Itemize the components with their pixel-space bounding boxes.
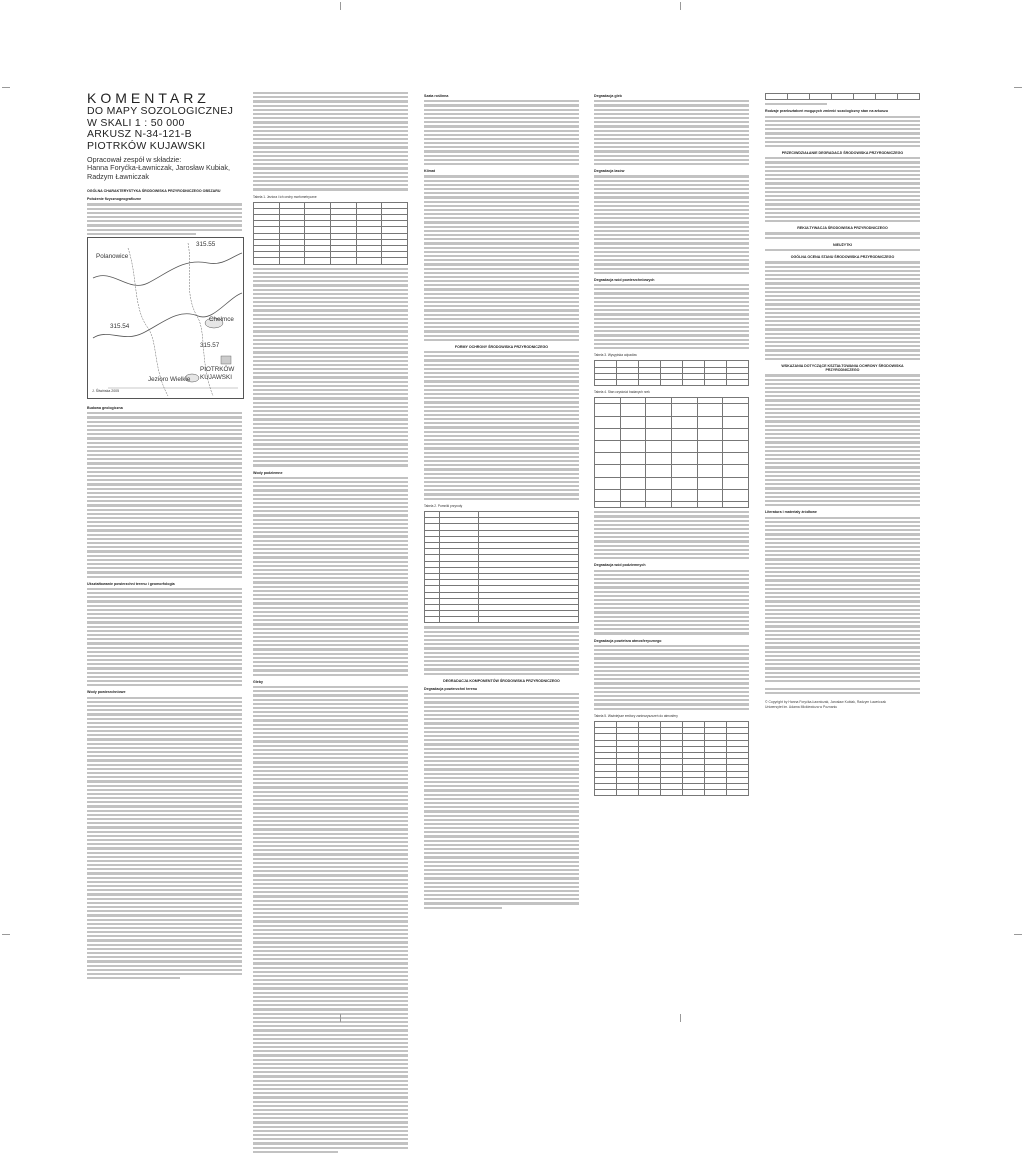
table-caption: Tabela 1. Jeziora i ich cechy morfometryczne (253, 194, 317, 199)
column-2 (253, 90, 408, 1155)
crop-mark (340, 2, 341, 10)
section-heading: Degradacja wód powierzchniowych (594, 277, 655, 282)
authors-names-2: Radzym Ławniczak (87, 171, 149, 181)
authors-names: Hanna Foryćka-Ławniczak, Jarosław Kubiak, (87, 163, 231, 173)
section-heading: Degradacja wód podziemnych (594, 563, 646, 568)
section-heading: Wody powierzchniowe (87, 690, 126, 695)
section-heading: FORMY OCHRONY ŚRODOWISKA PRZYRODNICZEGO (454, 344, 549, 349)
table-caption: Tabela 2. Pomniki przyrody (424, 503, 463, 508)
sheet-number: ARKUSZ N-34-121-B (87, 128, 192, 140)
section-heading: WSKAZANIA DOTYCZĄCE KSZTAŁTOWANIA OCHRONY ŚRODOWISKA PRZYRODNICZEGO (781, 363, 904, 373)
monuments-table (424, 511, 579, 623)
crop-mark (680, 1014, 681, 1022)
authors-intro: Opracował zespół w składzie: (87, 155, 182, 164)
sheet-name: PIOTRKÓW KUJAWSKI (87, 139, 206, 152)
rivers-table (594, 397, 749, 508)
section-heading: Rodzaje przekształceń mogących zmienić sozologiczny stan na arkuszu (765, 109, 889, 114)
location-map (87, 237, 244, 399)
section-heading: REKULTYWACJA ŚRODOWISKA PRZYRODNICZEGO (797, 226, 888, 231)
column-1 (87, 185, 242, 237)
map-label: 315.55 (196, 241, 216, 248)
crop-mark (680, 2, 681, 10)
crop-mark (2, 934, 10, 935)
map-label: KUJAWSKI (200, 374, 232, 381)
section-heading: Degradacja lasów (594, 169, 625, 174)
copyright-2: Uniwersytet im. Adama Mickiewicza w Poznaniu (765, 704, 838, 709)
section-heading: DEGRADACJA KOMPONENTÓW ŚRODOWISKA PRZYRODNICZEGO (443, 678, 560, 683)
section-heading: OGÓLNA OCENA STANU ŚRODOWISKA PRZYRODNICZEGO (790, 255, 895, 260)
map-label: 315.54 (110, 323, 130, 330)
section-heading: Klimat (424, 169, 435, 174)
copyright: © Copyright by Hanna Foryćka-Ławniczak, Jarosław Kubiak, Radzym Ławniczak (765, 700, 887, 705)
section-heading: Literatura i materiały źródłowe (765, 510, 817, 515)
section-heading: Ukształtowanie powierzchni terenu i geomorfologia (87, 581, 175, 586)
section-heading: NIEUŻYTKI (833, 242, 852, 247)
section-heading: Degradacja powierzchni terenu (424, 686, 478, 691)
map-credit: J. Śliwińska 2005 (92, 389, 120, 393)
section-heading: Degradacja powietrza atmosferycznego (594, 638, 662, 643)
map-label: PIOTRKÓW (200, 366, 235, 373)
section-heading: OGÓLNA CHARAKTERYSTYKA ŚRODOWISKA PRZYRODNICZEGO OBSZARU (87, 189, 221, 193)
section-heading: Wody podziemne (253, 470, 283, 475)
document-subtitle-1: DO MAPY SOZOLOGICZNEJ (87, 105, 234, 117)
column-1-lower (87, 402, 242, 981)
table-caption: Tabela 3. Wysypiska odpadów (594, 353, 637, 358)
section-heading: Degradacja gleb (594, 94, 622, 98)
column-3 (424, 90, 579, 911)
table-caption: Tabela 4. Stan czystości badanych rzek (594, 390, 650, 395)
section-heading: Położenie fizycznogeograficzne (87, 197, 142, 202)
emitters-table-continued (765, 93, 920, 100)
document-subtitle-2: W SKALI 1 : 50 000 (87, 116, 185, 129)
section-heading: PRZECIWDZIAŁANIE DEGRADACJI ŚRODOWISKA PRZYRODNICZEGO (781, 151, 904, 156)
map-label: Polanowice (96, 253, 129, 260)
map-label: 315.57 (200, 342, 220, 349)
section-heading: Budowa geologiczna (87, 406, 123, 410)
crop-mark (1014, 934, 1022, 935)
crop-mark (1014, 87, 1022, 88)
landfills-table (594, 360, 749, 386)
table-caption: Tabela 5. Ważniejsze emitory zanieczyszczeń do atmosfery (594, 713, 678, 718)
title-block (87, 91, 247, 181)
map-label: Chełmce (209, 316, 234, 323)
column-5 (765, 90, 920, 709)
document-title: KOMENTARZ (87, 90, 210, 106)
crop-mark (2, 87, 10, 88)
column-4 (594, 90, 749, 799)
lakes-table (253, 202, 408, 265)
section-heading: Szata roślinna (424, 94, 449, 98)
emitters-table (594, 721, 749, 796)
section-heading: Gleby (253, 679, 263, 684)
map-label: Jezioro Wielkie (148, 376, 191, 383)
